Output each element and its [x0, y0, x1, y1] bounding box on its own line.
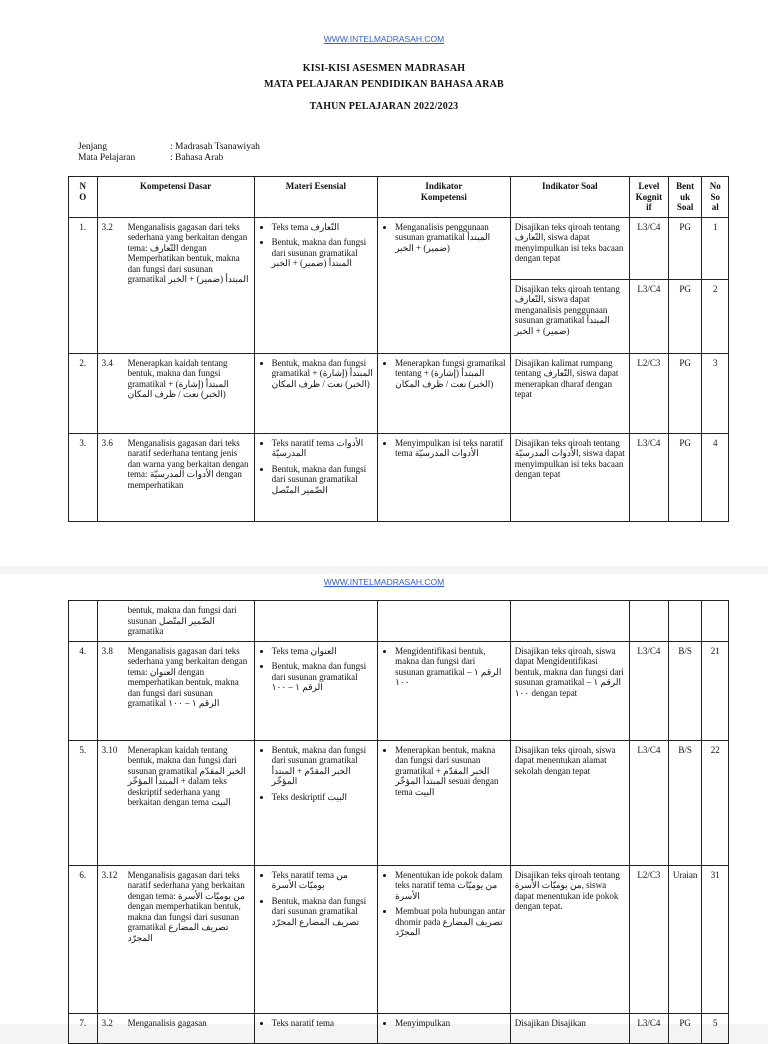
bentuk-cell: PG — [668, 1013, 702, 1043]
nosoal-cell: 5 — [702, 1013, 729, 1043]
bentuk-cell: PG — [668, 279, 702, 353]
bentuk-cell: Uraian — [668, 865, 702, 1013]
soal-cell: Disajikan teks qiroah tentang الأدوات المدرسيّة, siswa dapat menyimpulkan isi teks bacaan dengan tepat — [510, 433, 629, 521]
materi-cell: • Teks naratif tema — [254, 1013, 377, 1043]
level-cell: L3/C4 — [630, 279, 669, 353]
indikator-cell: • Menerapkan bentuk, makna dan fungsi dari susunan gramatikal الخبر المقدّم + المبتدأ المؤخّر sesuai dengan tema البيت — [378, 740, 511, 865]
materi-cell: • Bentuk, makna dan fungsi dari susunan gramatikal الخبر المقدّم + المبتدأ المؤخّر • Teks deskriptif البيت — [254, 740, 377, 865]
col-header-soal: Indikator Soal — [510, 177, 629, 218]
col-header-bentuk: Bent uk Soal — [668, 177, 702, 218]
materi-cell: • Teks naratif tema من يوميّات الأسرة • Bentuk, makna dan fungsi dari susunan gramatikal تصريف المضارع المجرّد — [254, 865, 377, 1013]
meta-info — [78, 142, 260, 164]
materi-cell: • Teks tema التّعارف • Bentuk, makna dan fungsi dari susunan gramatikal المبتدأ (ضمير) + الخبر — [254, 217, 377, 353]
col-header-no: N O — [69, 177, 98, 218]
soal-cell: Disajikan teks qiroah tentang من يوميّات الأسرة, siswa dapat menentukan ide pokok dengan tepat. — [510, 865, 629, 1013]
materi-cell: • Teks tema العنوان • Bentuk, makna dan fungsi dari susunan gramatikal الرقم ١ – ١٠٠ — [254, 641, 377, 740]
table-row — [69, 641, 729, 740]
document-title: KISI-KISI ASESMEN MADRASAH — [302, 63, 466, 74]
materi-cell: • Bentuk, makna dan fungsi gramatikal المبتدأ (إشارة) + (الخبر) نعت / ظرف المكان — [254, 353, 377, 433]
nosoal-cell: 31 — [702, 865, 729, 1013]
kd-cell: 3.2 Menganalisis gagasan — [97, 1013, 254, 1043]
bentuk-cell: PG — [668, 353, 702, 433]
kd-cell: 3.10 Menerapkan kaidah tentang bentuk, makna dan fungsi dari susunan gramatikal الخبر المقدّم + المبتدأ المؤخّر dalam teks deskriptif sederhana yang berkaitan dengan tema البيت — [97, 740, 254, 865]
row-no: 1. — [69, 217, 98, 353]
soal-cell: Disajikan Disajikan — [510, 1013, 629, 1043]
table-header-row — [69, 177, 729, 218]
indikator-cell: • Menyimpulkan isi teks naratif tema الأدوات المدرسيّة — [378, 433, 511, 521]
document-page-2 — [0, 574, 768, 1028]
bentuk-cell: PG — [668, 217, 702, 279]
kd-cell: 3.8 Menganalisis gagasan dari teks sederhana yang berkaitan dengan tema: العنوان dengan memperhatikan bentuk, makna dan fungsi dari susunan gramatikal الرقم ١ – ١٠٠ — [97, 641, 254, 740]
col-header-nosoal: No So al — [702, 177, 729, 218]
kd-cell: 3.12 Menganalisis gagasan dari teks naratif sederhana yang berkaitan dengan tema: من يوميّات الأسرة dengan memperhatikan bentuk, makna dan fungsi dari susunan gramatikal تصريف المضارع المجرّد — [97, 865, 254, 1013]
indikator-cell: • Menerapkan fungsi gramatikal tentang المبتدأ (إشارة) + (الخبر) نعت / ظرف المكان — [378, 353, 511, 433]
col-header-indikator: Indikator Kompetensi — [378, 177, 511, 218]
level-cell: L2/C3 — [630, 865, 669, 1013]
kisi-kisi-table — [68, 176, 729, 522]
materi-cell: • Teks naratif tema الأدوات المدرسيّة • Bentuk, makna dan fungsi dari susunan gramatikal الضّمير المتّصل — [254, 433, 377, 521]
indikator-cell: • Menganalisis penggunaan susunan gramatikal المبتدأ (ضمير) + الخبر — [378, 217, 511, 353]
soal-cell: Disajikan teks qiroah tentang التّعارف, siswa dapat menyimpulkan isi teks bacaan dengan tepat — [510, 217, 629, 279]
document-year: TAHUN PELAJARAN 2022/2023 — [309, 101, 459, 112]
level-cell: L3/C4 — [630, 217, 669, 279]
nosoal-cell: 22 — [702, 740, 729, 865]
nosoal-cell: 21 — [702, 641, 729, 740]
table-row-continued — [69, 601, 729, 642]
nosoal-cell: 2 — [702, 279, 729, 353]
meta-jenjang: Jenjang : Madrasah Tsanawiyah — [78, 142, 260, 152]
table-row — [69, 353, 729, 433]
table-row — [69, 865, 729, 1013]
nosoal-cell: 4 — [702, 433, 729, 521]
watermark-link[interactable]: WWW.INTELMADRASAH.COM — [323, 34, 445, 44]
kd-cell-continued: bentuk, makna dan fungsi dari susunan الضّمير المتّصل gramatika — [97, 601, 254, 642]
kisi-kisi-table-continued — [68, 600, 729, 1044]
indikator-cell: • Menyimpulkan — [378, 1013, 511, 1043]
bentuk-cell: B/S — [668, 740, 702, 865]
level-cell: L3/C4 — [630, 1013, 669, 1043]
row-no: 5. — [69, 740, 98, 865]
row-no: 6. — [69, 865, 98, 1013]
nosoal-cell: 3 — [702, 353, 729, 433]
indikator-cell: • Mengidentifikasi bentuk, makna dan fungsi dari susunan gramatikal الرقم ١ – ١٠٠ — [378, 641, 511, 740]
row-no: 7. — [69, 1013, 98, 1043]
nosoal-cell: 1 — [702, 217, 729, 279]
row-no: 4. — [69, 641, 98, 740]
bentuk-cell: B/S — [668, 641, 702, 740]
kd-cell: 3.6 Menganalisis gagasan dari teks naratif sederhana tentang jenis dan warna yang berkaitan dengan tema: الأدوات المدرسيّة dengan memperhatikan — [97, 433, 254, 521]
watermark-link[interactable]: WWW.INTELMADRASAH.COM — [323, 577, 445, 587]
level-cell: L3/C4 — [630, 641, 669, 740]
soal-cell: Disajikan teks qiroah, siswa dapat Mengidentifikasi bentuk, makna dan fungsi dari susunan gramatikal الرقم ١ – ١٠٠ dengan tepat — [510, 641, 629, 740]
col-header-level: Level Kognit if — [630, 177, 669, 218]
table-row — [69, 1013, 729, 1043]
level-cell: L3/C4 — [630, 740, 669, 865]
row-no: 3. — [69, 433, 98, 521]
soal-cell: Disajikan teks qiroah, siswa dapat menentukan alamat sekolah dengan tepat — [510, 740, 629, 865]
level-cell: L2/C3 — [630, 353, 669, 433]
level-cell: L3/C4 — [630, 433, 669, 521]
col-header-materi: Materi Esensial — [254, 177, 377, 218]
kd-cell: 3.4 Menerapkan kaidah tentang bentuk, makna dan fungsi gramatikal المبتدأ (إشارة) + (الخبر) نعت / ظرف المكان — [97, 353, 254, 433]
table-row — [69, 217, 729, 279]
soal-cell: Disajikan teks qiroah tentang التّعارف, siswa dapat menganalisis penggunaan susunan gramatikal المبتدأ (ضمير) + الخبر — [510, 279, 629, 353]
bentuk-cell: PG — [668, 433, 702, 521]
kd-cell: 3.2 Menganalisis gagasan dari teks sederhana yang berkaitan dengan tema: التّعارف dengan Memperhatikan bentuk, makna dan fungsi dari susunan gramatikal المبتدأ (ضمير) + الخبر — [97, 217, 254, 353]
row-no: 2. — [69, 353, 98, 433]
table-row — [69, 740, 729, 865]
soal-cell: Disajikan kalimat rumpang tentang التّعارف, siswa dapat menerapkan dharaf dengan tepat — [510, 353, 629, 433]
document-subtitle: MATA PELAJARAN PENDIDIKAN BAHASA ARAB — [264, 79, 504, 90]
indikator-cell: • Menentukan ide pokok dalam teks naratif tema من يوميّات الأسرة • Membuat pola hubungan antar dhomir pada تصريف المضارع المجرّد — [378, 865, 511, 1013]
table-row — [69, 433, 729, 521]
meta-mapel: Mata Pelajaran : Bahasa Arab — [78, 153, 224, 163]
col-header-kd: Kompetensi Dasar — [97, 177, 254, 218]
